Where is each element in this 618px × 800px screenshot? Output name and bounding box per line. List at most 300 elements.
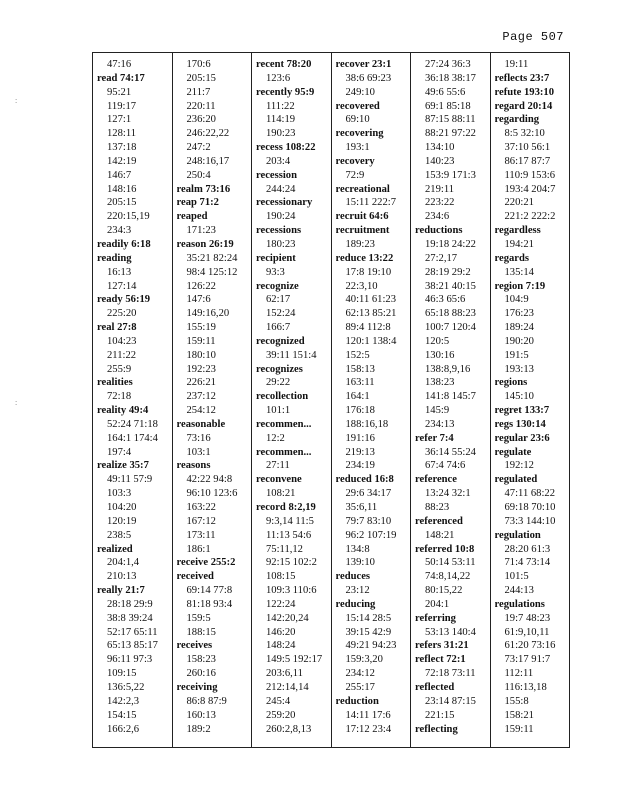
page-line-reference: 16:13 <box>107 266 132 278</box>
page-line-reference: 145:9 <box>425 405 450 417</box>
page-line-reference: 86:8 87:9 <box>186 695 227 707</box>
page-line-reference: 193:13 <box>504 363 534 375</box>
page-line-reference: 237:12 <box>186 391 216 403</box>
page-line-reference: 221:2 222:2 <box>504 211 556 223</box>
index-term: reflected <box>415 681 455 693</box>
index-term: regard 20:14 <box>494 100 553 112</box>
page-line-reference: 166:2,6 <box>107 723 140 735</box>
page-line-reference: 245:4 <box>266 695 291 707</box>
page-line-reference: 71:4 73:14 <box>504 557 551 569</box>
page-line-reference: 49:21 94:23 <box>345 640 397 652</box>
index-term: referenced <box>415 515 463 527</box>
page-line-reference: 98:4 125:12 <box>186 266 238 278</box>
index-term: receives <box>176 640 213 652</box>
page-line-reference: 190:24 <box>266 211 296 223</box>
margin-mark: : <box>15 398 18 407</box>
index-term: recruitment <box>335 225 390 237</box>
index-term: recent 78:20 <box>256 59 312 70</box>
index-term: reduction <box>335 695 379 707</box>
page-line-reference: 176:23 <box>504 308 534 320</box>
page-line-reference: 120:5 <box>425 335 450 347</box>
page-line-reference: 176:18 <box>345 405 375 417</box>
index-term: recognizes <box>256 363 303 375</box>
page-line-reference: 247:2 <box>186 142 211 154</box>
page-line-reference: 62:13 85:21 <box>345 308 397 320</box>
index-term: regs 130:14 <box>494 418 546 430</box>
page-line-reference: 62:17 <box>266 294 291 306</box>
page-line-reference: 194:21 <box>504 238 534 250</box>
page-line-reference: 38:6 69:23 <box>345 72 392 84</box>
page-line-reference: 65:13 85:17 <box>107 640 158 652</box>
index-term: recipient <box>256 252 296 264</box>
page-line-reference: 211:22 <box>107 349 137 361</box>
page-line-reference: 136:5,22 <box>107 681 145 693</box>
page-line-reference: 88:23 <box>425 502 450 513</box>
page-line-reference: 234:6 <box>425 211 450 223</box>
index-term: reflects 23:7 <box>494 72 550 84</box>
page-line-reference: 27:11 <box>266 460 290 472</box>
index-term: reaped <box>176 211 208 223</box>
index-term: recess 108:22 <box>256 142 316 154</box>
page-line-reference: 39:11 151:4 <box>266 349 317 361</box>
index-term: reflect 72:1 <box>415 654 466 666</box>
page-line-reference: 47:11 68:22 <box>504 488 556 500</box>
index-term: region 7:19 <box>494 280 546 292</box>
index-term: receiving <box>176 681 218 693</box>
page-line-reference: 15:14 28:5 <box>345 612 392 624</box>
page-line-reference: 103:3 <box>107 488 132 500</box>
index-term: reap 71:2 <box>176 197 219 209</box>
page-line-reference: 203:4 <box>266 155 291 167</box>
index-term: realm 73:16 <box>176 183 231 195</box>
page-line-reference: 108:15 <box>266 571 296 583</box>
margin-mark: : <box>15 96 18 105</box>
page-line-reference: 123:6 <box>266 72 291 84</box>
page-line-reference: 192:12 <box>504 460 534 472</box>
index-term: received <box>176 571 214 583</box>
page-line-reference: 226:21 <box>186 377 216 389</box>
page-line-reference: 221:15 <box>425 709 455 721</box>
page-line-reference: 163:11 <box>345 377 375 389</box>
page-line-reference: 135:14 <box>504 266 534 278</box>
page-line-reference: 114:19 <box>266 114 296 126</box>
page-line-reference: 69:1 85:18 <box>425 100 471 112</box>
page-line-reference: 93:3 <box>266 266 285 278</box>
page-line-reference: 12:2 <box>266 432 285 444</box>
page-line-reference: 127:1 <box>107 114 132 126</box>
page-line-reference: 47:16 <box>107 59 132 70</box>
page-line-reference: 204:1 <box>425 598 450 610</box>
page-line-reference: 52:24 71:18 <box>107 418 158 430</box>
page-line-reference: 142:19 <box>107 155 137 167</box>
page-line-reference: 146:7 <box>107 169 132 181</box>
page-line-reference: 36:14 55:24 <box>425 446 476 458</box>
page-line-reference: 73:3 144:10 <box>504 515 556 527</box>
index-term: regions <box>494 377 528 389</box>
page-line-reference: 220:21 <box>504 197 534 209</box>
page-line-reference: 104:9 <box>504 294 529 306</box>
page-line-reference: 260:2,8,13 <box>266 723 312 735</box>
page-line-reference: 259:20 <box>266 709 296 721</box>
page-line-reference: 159:3,20 <box>345 654 383 666</box>
page-line-reference: 255:9 <box>107 363 132 375</box>
index-term: regulations <box>494 598 545 610</box>
index-term: regarding <box>494 114 540 126</box>
page-line-reference: 89:4 112:8 <box>345 322 391 334</box>
page-line-reference: 137:18 <box>107 142 137 154</box>
page-line-reference: 159:11 <box>504 723 534 735</box>
index-term: reduce 13:22 <box>335 252 394 264</box>
page-line-reference: 254:12 <box>186 405 216 417</box>
index-term: recollection <box>256 391 309 403</box>
page-line-reference: 28:19 29:2 <box>425 266 471 278</box>
page-line-reference: 29:6 34:17 <box>345 488 392 500</box>
index-term: recession <box>256 169 297 181</box>
page-line-reference: 188:15 <box>186 626 216 638</box>
index-term: recruit 64:6 <box>335 211 389 223</box>
index-term: really 21:7 <box>97 585 145 597</box>
page-line-reference: 190:23 <box>266 128 296 140</box>
page-line-reference: 111:22 <box>266 100 295 112</box>
index-term: reading <box>97 252 132 264</box>
page-line-reference: 96:10 123:6 <box>186 488 238 500</box>
page-line-reference: 189:2 <box>186 723 211 735</box>
index-term: refute 193:10 <box>494 86 555 98</box>
page-line-reference: 154:15 <box>107 709 137 721</box>
page-line-reference: 61:9,10,11 <box>504 626 550 638</box>
page-line-reference: 173:11 <box>186 529 216 541</box>
page-line-reference: 23:12 <box>345 585 370 597</box>
page-line-reference: 22:3,10 <box>345 280 378 292</box>
page-line-reference: 138:23 <box>425 377 455 389</box>
page-line-reference: 147:6 <box>186 294 211 306</box>
page-line-reference: 220:15,19 <box>107 211 150 223</box>
page-line-reference: 191:16 <box>345 432 375 444</box>
page-line-reference: 158:21 <box>504 709 534 721</box>
page-line-reference: 120:19 <box>107 515 137 527</box>
page-line-reference: 37:10 56:1 <box>504 142 551 154</box>
page-line-reference: 42:22 94:8 <box>186 474 233 486</box>
page-line-reference: 128:11 <box>107 128 137 140</box>
page-line-reference: 238:5 <box>107 529 132 541</box>
page-line-reference: 148:16 <box>107 183 137 195</box>
page-line-reference: 134:8 <box>345 543 370 555</box>
page-line-reference: 74:8,14,22 <box>425 571 471 583</box>
index-term: reconvene <box>256 474 302 486</box>
page-line-reference: 225:20 <box>107 308 137 320</box>
page-line-reference: 155:19 <box>186 322 216 334</box>
page-line-reference: 88:21 97:22 <box>425 128 476 140</box>
page-line-reference: 149:5 192:17 <box>266 654 323 666</box>
index-column-4 <box>332 53 412 747</box>
page-line-reference: 148:21 <box>425 529 455 541</box>
page-line-reference: 203:6,11 <box>266 668 303 680</box>
index-term: recovery <box>335 155 375 167</box>
index-column-5 <box>411 53 491 747</box>
page-line-reference: 180:10 <box>186 349 216 361</box>
page-line-reference: 244:24 <box>266 183 296 195</box>
page-line-reference: 186:1 <box>186 543 211 555</box>
page-line-reference: 14:11 17:6 <box>345 709 391 721</box>
page-line-reference: 188:16,18 <box>345 418 389 430</box>
page-line-reference: 204:1,4 <box>107 557 140 569</box>
index-term: reductions <box>415 225 463 237</box>
page-line-reference: 127:14 <box>107 280 137 292</box>
index-column-1 <box>93 53 173 747</box>
page-line-reference: 120:1 138:4 <box>345 335 397 347</box>
page-line-reference: 110:9 153:6 <box>504 169 556 181</box>
index-term: regulation <box>494 529 541 541</box>
index-term: reason 26:19 <box>176 238 234 250</box>
page-line-reference: 23:14 87:15 <box>425 695 476 707</box>
page-line-reference: 19:7 48:23 <box>504 612 551 624</box>
page-line-reference: 130:16 <box>425 349 455 361</box>
index-column-2 <box>173 53 253 747</box>
page-line-reference: 100:7 120:4 <box>425 322 476 334</box>
page-line-reference: 146:20 <box>266 626 296 638</box>
page-line-reference: 166:7 <box>266 322 291 334</box>
index-term: reduces <box>335 571 371 583</box>
page-line-reference: 145:10 <box>504 391 534 403</box>
page-line-reference: 234:13 <box>425 418 455 430</box>
page-line-reference: 167:12 <box>186 515 216 527</box>
page-line-reference: 140:23 <box>425 155 455 167</box>
index-term: record 8:2,19 <box>256 502 316 513</box>
index-term: ready 56:19 <box>97 294 151 306</box>
page-line-reference: 36:18 38:17 <box>425 72 476 84</box>
page-line-reference: 101:5 <box>504 571 529 583</box>
page-line-reference: 189:23 <box>345 238 375 250</box>
page-line-reference: 219:13 <box>345 446 375 458</box>
index-term: reducing <box>335 598 376 610</box>
page-line-reference: 40:11 61:23 <box>345 294 397 306</box>
page-line-reference: 155:8 <box>504 695 529 707</box>
index-term: receive 255:2 <box>176 557 236 569</box>
page-line-reference: 108:21 <box>266 488 296 500</box>
page-line-reference: 28:18 29:9 <box>107 598 153 610</box>
index-term: reduced 16:8 <box>335 474 394 486</box>
index-term: recommen... <box>256 446 312 458</box>
page-line-reference: 17:8 19:10 <box>345 266 392 278</box>
page-line-reference: 159:5 <box>186 612 211 624</box>
page-line-reference: 148:24 <box>266 640 296 652</box>
page-line-reference: 158:13 <box>345 363 375 375</box>
page-line-reference: 171:23 <box>186 225 216 237</box>
page-line-reference: 250:4 <box>186 169 211 181</box>
index-term: regards <box>494 252 530 264</box>
page-line-reference: 104:23 <box>107 335 137 347</box>
page-line-reference: 69:10 <box>345 114 370 126</box>
page-line-reference: 29:22 <box>266 377 291 389</box>
page-line-reference: 73:17 91:7 <box>504 654 551 666</box>
page-line-reference: 220:11 <box>186 100 216 112</box>
page-line-reference: 112:11 <box>504 668 534 680</box>
index-term: recently 95:9 <box>256 86 315 98</box>
page-line-reference: 103:1 <box>186 446 211 458</box>
index-term: regulated <box>494 474 538 486</box>
page-line-reference: 189:24 <box>504 322 534 334</box>
index-term: recovering <box>335 128 384 140</box>
page-line-reference: 152:5 <box>345 349 370 361</box>
page-line-reference: 138:8,9,16 <box>425 363 471 375</box>
index-term: reasons <box>176 460 211 472</box>
page-line-reference: 149:16,20 <box>186 308 230 320</box>
index-term: recognized <box>256 335 305 347</box>
page-line-reference: 246:22,22 <box>186 128 230 140</box>
index-term: recovered <box>335 100 380 112</box>
page-line-reference: 139:10 <box>345 557 375 569</box>
page-line-reference: 141:8 145:7 <box>425 391 476 403</box>
page-line-reference: 50:14 53:11 <box>425 557 476 569</box>
index-term: regular 23:6 <box>494 432 550 444</box>
page-line-reference: 72:18 <box>107 391 132 403</box>
index-term: recessionary <box>256 197 313 209</box>
index-term: realized <box>97 543 133 555</box>
page-line-reference: 142:20,24 <box>266 612 309 624</box>
page-line-reference: 191:5 <box>504 349 529 361</box>
index-term: recessions <box>256 225 302 237</box>
page-line-reference: 193:1 <box>345 142 370 154</box>
index-term: recognize <box>256 280 299 292</box>
page-line-reference: 234:19 <box>345 460 375 472</box>
index-term: regret 133:7 <box>494 405 550 417</box>
page-line-reference: 80:15,22 <box>425 585 463 597</box>
page-line-reference: 116:13,18 <box>504 681 547 693</box>
page-line-reference: 79:7 83:10 <box>345 515 392 527</box>
page-line-reference: 69:18 70:10 <box>504 502 556 513</box>
index-term: recommen... <box>256 418 312 430</box>
index-term: realize 35:7 <box>97 460 149 472</box>
page-line-reference: 17:12 23:4 <box>345 723 392 735</box>
page-line-reference: 126:22 <box>186 280 216 292</box>
page-line-reference: 159:11 <box>186 335 216 347</box>
page-line-reference: 234:12 <box>345 668 375 680</box>
index-term: reasonable <box>176 418 226 430</box>
page-line-reference: 197:4 <box>107 446 132 458</box>
page-line-reference: 95:21 <box>107 86 132 98</box>
index-table <box>92 52 570 748</box>
page-line-reference: 75:11,12 <box>266 543 303 555</box>
page-line-reference: 49:6 55:6 <box>425 86 466 98</box>
page-line-reference: 15:11 222:7 <box>345 197 397 209</box>
page-line-reference: 134:10 <box>425 142 455 154</box>
page-line-reference: 260:16 <box>186 668 216 680</box>
index-term: referring <box>415 612 456 624</box>
page-line-reference: 104:20 <box>107 502 137 513</box>
page-line-reference: 8:5 32:10 <box>504 128 545 140</box>
index-term: reflecting <box>415 723 458 735</box>
page-line-reference: 163:22 <box>186 502 216 513</box>
page-line-reference: 223:22 <box>425 197 455 209</box>
page-line-reference: 87:15 88:11 <box>425 114 476 126</box>
page-line-reference: 27:2,17 <box>425 252 458 264</box>
page-line-reference: 119:17 <box>107 100 137 112</box>
page-line-reference: 81:18 93:4 <box>186 598 233 610</box>
page-line-reference: 92:15 102:2 <box>266 557 317 569</box>
page-line-reference: 96:2 107:19 <box>345 529 397 541</box>
page-line-reference: 101:1 <box>266 405 291 417</box>
page-line-reference: 210:13 <box>107 571 137 583</box>
page-line-reference: 52:17 65:11 <box>107 626 158 638</box>
index-term: reference <box>415 474 457 486</box>
page-line-reference: 248:16,17 <box>186 155 230 167</box>
page-line-reference: 205:15 <box>107 197 137 209</box>
page-line-reference: 46:3 65:6 <box>425 294 466 306</box>
page-line-reference: 65:18 88:23 <box>425 308 476 320</box>
index-term: referred 10:8 <box>415 543 475 555</box>
index-term: recreational <box>335 183 390 195</box>
page-line-reference: 19:18 24:22 <box>425 238 476 250</box>
page-line-reference: 9:3,14 11:5 <box>266 515 314 527</box>
page-line-reference: 180:23 <box>266 238 296 250</box>
page-line-reference: 164:1 174:4 <box>107 432 158 444</box>
page-line-reference: 122:24 <box>266 598 296 610</box>
page-number: Page 507 <box>502 30 564 44</box>
index-column-6 <box>491 53 570 747</box>
page-line-reference: 69:14 77:8 <box>186 585 233 597</box>
index-term: refer 7:4 <box>415 432 454 444</box>
index-term: refers 31:21 <box>415 640 469 652</box>
page-line-reference: 255:17 <box>345 681 375 693</box>
page-line-reference: 38:8 39:24 <box>107 612 153 624</box>
page-line-reference: 219:11 <box>425 183 455 195</box>
page-line-reference: 142:2,3 <box>107 695 140 707</box>
page-line-reference: 96:11 97:3 <box>107 654 153 666</box>
page-line-reference: 190:20 <box>504 335 534 347</box>
page-line-reference: 73:16 <box>186 432 211 444</box>
page-line-reference: 19:11 <box>504 59 529 70</box>
page-line-reference: 158:23 <box>186 654 216 666</box>
index-term: read 74:17 <box>97 72 145 84</box>
page-line-reference: 109:3 110:6 <box>266 585 317 597</box>
page-line-reference: 244:13 <box>504 585 534 597</box>
page-line-reference: 170:6 <box>186 59 211 70</box>
page-line-reference: 153:9 171:3 <box>425 169 476 181</box>
page-line-reference: 35:6,11 <box>345 502 378 513</box>
page-line-reference: 160:13 <box>186 709 216 721</box>
index-term: realities <box>97 377 133 389</box>
page-line-reference: 249:10 <box>345 86 375 98</box>
page-line-reference: 234:3 <box>107 225 132 237</box>
index-term: real 27:8 <box>97 322 137 334</box>
page-line-reference: 27:24 36:3 <box>425 59 471 70</box>
page-line-reference: 236:20 <box>186 114 216 126</box>
page-line-reference: 53:13 140:4 <box>425 626 476 638</box>
index-term: regulate <box>494 446 532 458</box>
page-line-reference: 72:18 73:11 <box>425 668 476 680</box>
page-line-reference: 39:15 42:9 <box>345 626 392 638</box>
page-line-reference: 152:24 <box>266 308 296 320</box>
index-term: readily 6:18 <box>97 238 151 250</box>
page-line-reference: 67:4 74:6 <box>425 460 466 472</box>
page-line-reference: 164:1 <box>345 391 370 403</box>
page-line-reference: 38:21 40:15 <box>425 280 476 292</box>
page-line-reference: 192:23 <box>186 363 216 375</box>
index-term: recover 23:1 <box>335 59 392 70</box>
page-line-reference: 109:15 <box>107 668 137 680</box>
page-line-reference: 211:7 <box>186 86 211 98</box>
page-line-reference: 86:17 87:7 <box>504 155 551 167</box>
index-term: regardless <box>494 225 541 237</box>
page-line-reference: 28:20 61:3 <box>504 543 551 555</box>
page-line-reference: 61:20 73:16 <box>504 640 556 652</box>
page-line-reference: 35:21 82:24 <box>186 252 238 264</box>
page-line-reference: 212:14,14 <box>266 681 309 693</box>
page-line-reference: 11:13 54:6 <box>266 529 312 541</box>
page-line-reference: 13:24 32:1 <box>425 488 471 500</box>
page-line-reference: 49:11 57:9 <box>107 474 153 486</box>
index-term: reality 49:4 <box>97 405 149 417</box>
